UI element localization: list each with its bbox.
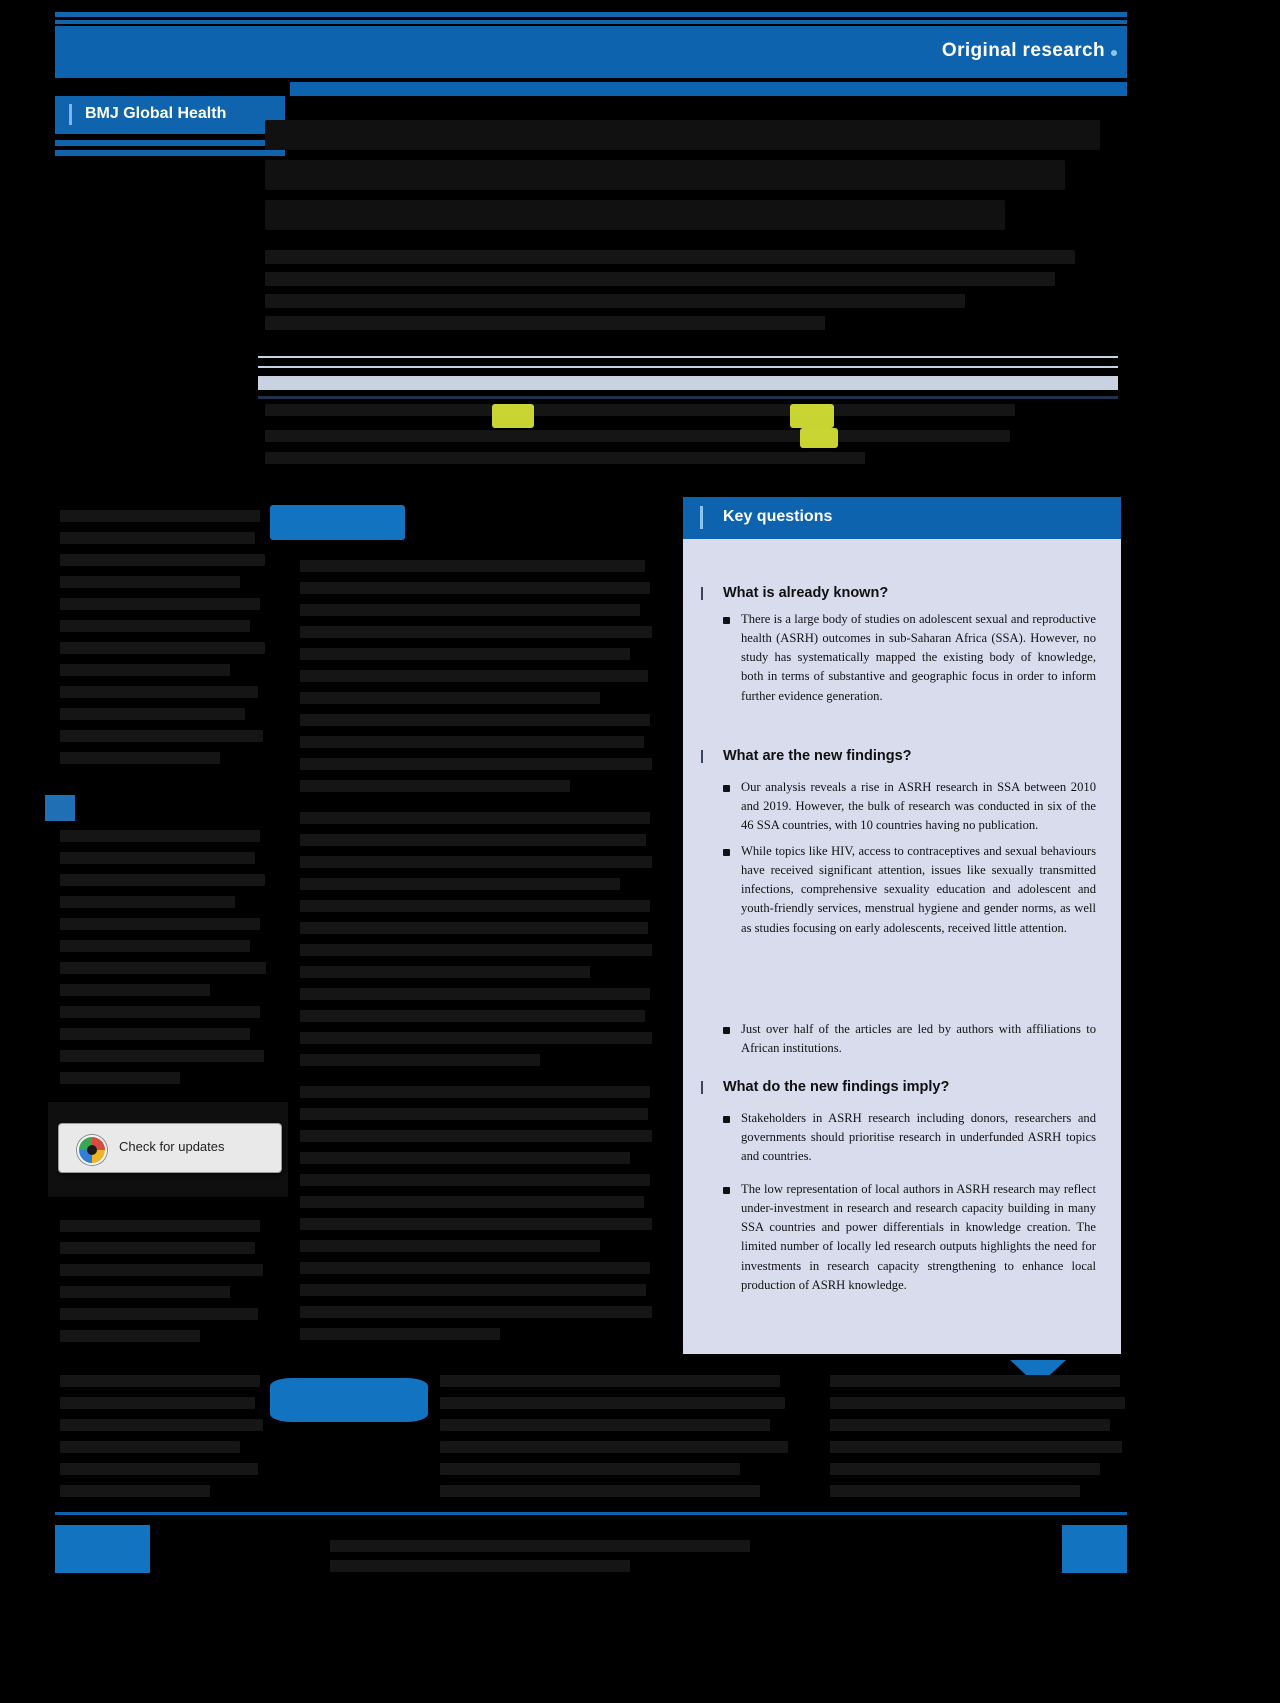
header-rule-top [55, 12, 1127, 17]
section-mark [701, 587, 703, 600]
body-line [300, 648, 630, 660]
body-line [60, 852, 255, 864]
body-line [60, 1050, 264, 1062]
divider-rule [258, 356, 1118, 358]
citation-line [265, 452, 865, 464]
key-questions-accent-bar [700, 506, 703, 529]
footer-body-line [440, 1463, 740, 1475]
body-line [300, 692, 600, 704]
footer-body-line [60, 1419, 263, 1431]
highlight-mark [790, 404, 834, 428]
footer-body-line [440, 1397, 785, 1409]
footer-body-line [830, 1375, 1120, 1387]
body-line [300, 812, 650, 824]
footer-body-line [440, 1419, 770, 1431]
highlight-mark [492, 404, 534, 428]
divider-rule-dark [258, 376, 1118, 390]
footer-body-line [440, 1441, 788, 1453]
body-line [300, 1174, 650, 1186]
section-mark [701, 750, 703, 763]
body-line [60, 532, 255, 544]
key-questions-header [683, 497, 1121, 539]
body-line [60, 642, 265, 654]
body-line [300, 900, 650, 912]
footer-body-line [60, 1463, 258, 1475]
crossmark-icon [77, 1135, 107, 1165]
footer-right-tab [1062, 1525, 1127, 1573]
body-line [60, 1286, 230, 1298]
check-for-updates-label: Check for updates [119, 1139, 225, 1154]
bullet-icon [723, 1027, 730, 1034]
key-questions-bullet-3-1: Stakeholders in ASRH research including donors, researchers and governments should prioritise research in underfunded ASRH topics and countries. [741, 1111, 1096, 1164]
body-line [300, 1218, 652, 1230]
body-line [300, 560, 645, 572]
footer-body-line [60, 1375, 260, 1387]
bullet-icon [723, 1116, 730, 1123]
badge-underline-1 [55, 140, 285, 146]
key-questions-title: Key questions [723, 508, 833, 525]
footer-rule [55, 1512, 1127, 1515]
bullet-icon [723, 849, 730, 856]
body-line [300, 670, 648, 682]
body-line [300, 1086, 650, 1098]
journal-name: BMJ Global Health [85, 105, 227, 122]
body-line [300, 1032, 652, 1044]
body-line [60, 708, 245, 720]
body-line [60, 686, 258, 698]
body-line [300, 758, 652, 770]
body-line [300, 1010, 645, 1022]
key-questions-bullet-2-2: While topics like HIV, access to contraceptives and sexual behaviours have received significant attention, issues like sexually transmitted infections, comprehensive sexuality education and adolescent and youth-friendly services, menstrual hygiene and gender norms, as well as studies focusing on early adolescents, received little attention. [741, 844, 1096, 935]
author-line [265, 250, 1075, 264]
body-line [60, 830, 260, 842]
abstract-heading-tab [270, 505, 405, 540]
divider-rule [258, 366, 1118, 368]
margin-marker [45, 795, 75, 821]
author-line [265, 294, 965, 308]
body-line [60, 752, 220, 764]
footer-citation-line [330, 1560, 630, 1572]
body-line [300, 1262, 650, 1274]
body-line [60, 1072, 180, 1084]
body-line [300, 1328, 500, 1340]
footer-body-line [830, 1397, 1125, 1409]
body-line [60, 664, 230, 676]
body-line [300, 856, 652, 868]
body-line [300, 604, 640, 616]
body-line [60, 940, 250, 952]
body-line [300, 1054, 540, 1066]
header-rule-second [55, 20, 1127, 24]
body-line [300, 834, 646, 846]
body-line [60, 984, 210, 996]
body-line [60, 510, 260, 522]
body-line [300, 714, 650, 726]
body-line [60, 620, 250, 632]
body-line [300, 780, 570, 792]
section-label: Original research [941, 40, 1105, 61]
body-line [300, 944, 652, 956]
body-line [60, 576, 240, 588]
badge-underline-2 [55, 150, 285, 156]
footer-citation-line [330, 1540, 750, 1552]
footer-body-line [830, 1441, 1122, 1453]
body-line [300, 1284, 646, 1296]
bullet-icon [723, 617, 730, 624]
body-line [60, 1242, 255, 1254]
body-line [300, 1240, 600, 1252]
body-line [300, 922, 648, 934]
body-line [60, 1330, 200, 1342]
body-line [300, 736, 644, 748]
title-line [265, 160, 1065, 190]
key-questions-bullet-1-1: There is a large body of studies on adolescent sexual and reproductive health (ASRH) outcomes in sub-Saharan Africa (SSA). However, no study has systematically mapped the existing body of knowledge, both in terms of substantive and geographic focus in order to inform further evidence generation. [741, 612, 1096, 703]
body-line [60, 730, 263, 742]
bullet-icon [723, 785, 730, 792]
highlight-mark [800, 428, 838, 448]
body-line [60, 598, 260, 610]
body-line [60, 1220, 260, 1232]
citation-line [265, 404, 1015, 416]
key-questions-bullet-2-3: Just over half of the articles are led by authors with affiliations to African institutions. [741, 1022, 1096, 1056]
body-line [60, 554, 265, 566]
body-line [60, 918, 260, 930]
bullet-icon [723, 1187, 730, 1194]
header-dot-icon [1111, 50, 1117, 56]
footer-body-line [440, 1485, 760, 1497]
body-line [300, 878, 620, 890]
body-line [300, 1108, 648, 1120]
citation-line [265, 430, 1010, 442]
footer-body-line [830, 1419, 1110, 1431]
body-line [300, 626, 652, 638]
badge-accent-bar [69, 104, 72, 125]
footer-body-line [440, 1375, 780, 1387]
footer-body-line [830, 1463, 1100, 1475]
key-questions-heading-1: What is already known? [723, 585, 889, 601]
header-strip [290, 82, 1127, 96]
key-questions-heading-2: What are the new findings? [723, 748, 912, 764]
journal-badge [55, 96, 285, 134]
check-for-updates-button[interactable] [58, 1123, 282, 1173]
body-line [300, 1130, 652, 1142]
section-mark [701, 1081, 703, 1094]
divider-rule-dark [258, 396, 1118, 399]
body-line [60, 896, 235, 908]
body-line [60, 1264, 263, 1276]
body-line [60, 1006, 260, 1018]
body-line [300, 582, 650, 594]
footer-body-line [60, 1397, 255, 1409]
footer-body-line [60, 1441, 240, 1453]
body-line [60, 962, 266, 974]
key-questions-bullet-3-2: The low representation of local authors in ASRH research may reflect under-investment in research and research capacity building in many SSA countries and power differentials in knowledge creation. The limited number of locally led research outputs highlights the need for investments in research capacity strengthening to enhance local production of ASRH knowledge. [741, 1182, 1096, 1292]
body-line [60, 1028, 250, 1040]
body-line [300, 1306, 652, 1318]
key-questions-bullet-2-1: Our analysis reveals a rise in ASRH research in SSA between 2010 and 2019. However, the bulk of research was conducted in six of the 46 SSA countries, with 10 countries having no publication. [741, 780, 1096, 833]
header-band [55, 26, 1127, 78]
body-line [300, 966, 590, 978]
footer-body-line [830, 1485, 1080, 1497]
author-line [265, 272, 1055, 286]
title-line [265, 200, 1005, 230]
body-line [60, 1308, 258, 1320]
footer-body-line [60, 1485, 210, 1497]
body-line [300, 1152, 630, 1164]
key-questions-box [683, 497, 1121, 1354]
title-line [265, 120, 1100, 150]
figure-caption-tab [270, 1378, 428, 1422]
footer-left-tab [55, 1525, 150, 1573]
body-line [300, 988, 650, 1000]
body-line [60, 874, 265, 886]
author-line [265, 316, 825, 330]
key-questions-heading-3: What do the new findings imply? [723, 1079, 950, 1095]
body-line [300, 1196, 644, 1208]
